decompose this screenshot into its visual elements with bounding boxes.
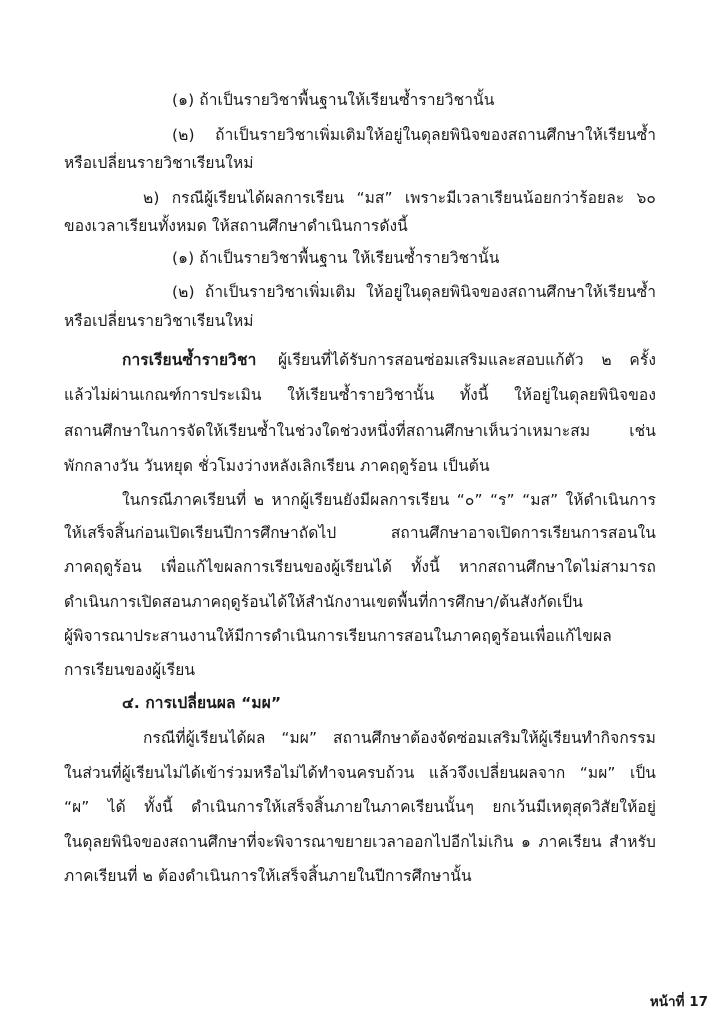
- page-number: หน้าที่ 17: [649, 994, 708, 1010]
- section-heading: ๔. การเปลี่ยนผล “มผ”: [122, 694, 282, 712]
- text-line: สถานศึกษาในการจัดให้เรียนซ้ำในช่วงใดช่วงหนึ่งที่สถานศึกษาเห็นว่าเหมาะสม เช่น: [64, 422, 656, 440]
- text-line: การเรียนของผู้เรียน: [64, 661, 196, 679]
- text-line: พักกลางวัน วันหยุด ชั่วโมงว่างหลังเลิกเรียน ภาคฤดูร้อน เป็นต้น: [64, 457, 490, 475]
- text-line: ผู้พิจารณาประสานงานให้มีการดำเนินการเรียนการสอนในภาคฤดูร้อนเพื่อแก้ไขผล: [64, 627, 612, 645]
- text-line: ในส่วนที่ผู้เรียนไม่ได้เข้าร่วมหรือไม่ได้ทำจนครบถ้วน แล้วจึงเปลี่ยนผลจาก “มผ” เป็น: [64, 764, 656, 782]
- text-line: (๑) ถ้าเป็นรายวิชาพื้นฐานให้เรียนซ้ำรายวิชานั้น: [172, 91, 495, 109]
- text-line: ของเวลาเรียนทั้งหมด ให้สถานศึกษาดำเนินการดังนี้: [64, 217, 408, 235]
- text-line: ภาคฤดูร้อน เพื่อแก้ไขผลการเรียนของผู้เรียนได้ ทั้งนี้ หากสถานศึกษาใดไม่สามารถ: [64, 558, 656, 576]
- text-line: กรณีที่ผู้เรียนได้ผล “มผ” สถานศึกษาต้องจัดซ่อมเสริมให้ผู้เรียนทำกิจกรรม: [143, 729, 656, 747]
- text-line: ให้เสร็จสิ้นก่อนเปิดเรียนปีการศึกษาถัดไป สถานศึกษาอาจเปิดการเรียนการสอนใน: [64, 524, 656, 542]
- text-line: หรือเปลี่ยนรายวิชาเรียนใหม่: [64, 312, 254, 330]
- text-line: ดำเนินการเปิดสอนภาคฤดูร้อนได้ให้สำนักงานเขตพื้นที่การศึกษา/ต้นสังกัดเป็น: [64, 593, 583, 611]
- text-line: (๒) ถ้าเป็นรายวิชาเพิ่มเติมให้อยู่ในดุลยพินิจของสถานศึกษาให้เรียนซ้ำ: [172, 126, 656, 144]
- text-line: หรือเปลี่ยนรายวิชาเรียนใหม่: [64, 154, 254, 172]
- text-line: ในกรณีภาคเรียนที่ ๒ หากผู้เรียนยังมีผลการเรียน “๐” “ร” “มส” ให้ดำเนินการ: [122, 491, 656, 509]
- text-line: แล้วไม่ผ่านเกณฑ์การประเมิน ให้เรียนซ้ำรายวิชานั้น ทั้งนี้ ให้อยู่ในดุลยพินิจของ: [64, 386, 656, 404]
- section-heading: การเรียนซ้ำรายวิชา: [122, 351, 257, 369]
- text-line: (๒) ถ้าเป็นรายวิชาเพิ่มเติม ให้อยู่ในดุลยพินิจของสถานศึกษาให้เรียนซ้ำ: [172, 283, 656, 301]
- text-line: ในดุลยพินิจของสถานศึกษาที่จะพิจารณาขยายเวลาออกไปอีกไม่เกิน ๑ ภาคเรียน สำหรับ: [64, 833, 656, 851]
- text-line: (๑) ถ้าเป็นรายวิชาพื้นฐาน ให้เรียนซ้ำรายวิชานั้น: [172, 249, 500, 267]
- text-line: “ผ” ได้ ทั้งนี้ ดำเนินการให้เสร็จสิ้นภายในภาคเรียนนั้นๆ ยกเว้นมีเหตุสุดวิสัยให้อยู่: [64, 798, 656, 816]
- text-line: ผู้เรียนที่ได้รับการสอนซ่อมเสริมและสอบแก้ตัว ๒ ครั้ง: [278, 351, 656, 369]
- text-line: ๒) กรณีผู้เรียนได้ผลการเรียน “มส” เพราะมีเวลาเรียนน้อยกว่าร้อยละ ๖๐: [143, 189, 656, 207]
- text-line: ภาคเรียนที่ ๒ ต้องดำเนินการให้เสร็จสิ้นภายในปีการศึกษานั้น: [64, 867, 472, 885]
